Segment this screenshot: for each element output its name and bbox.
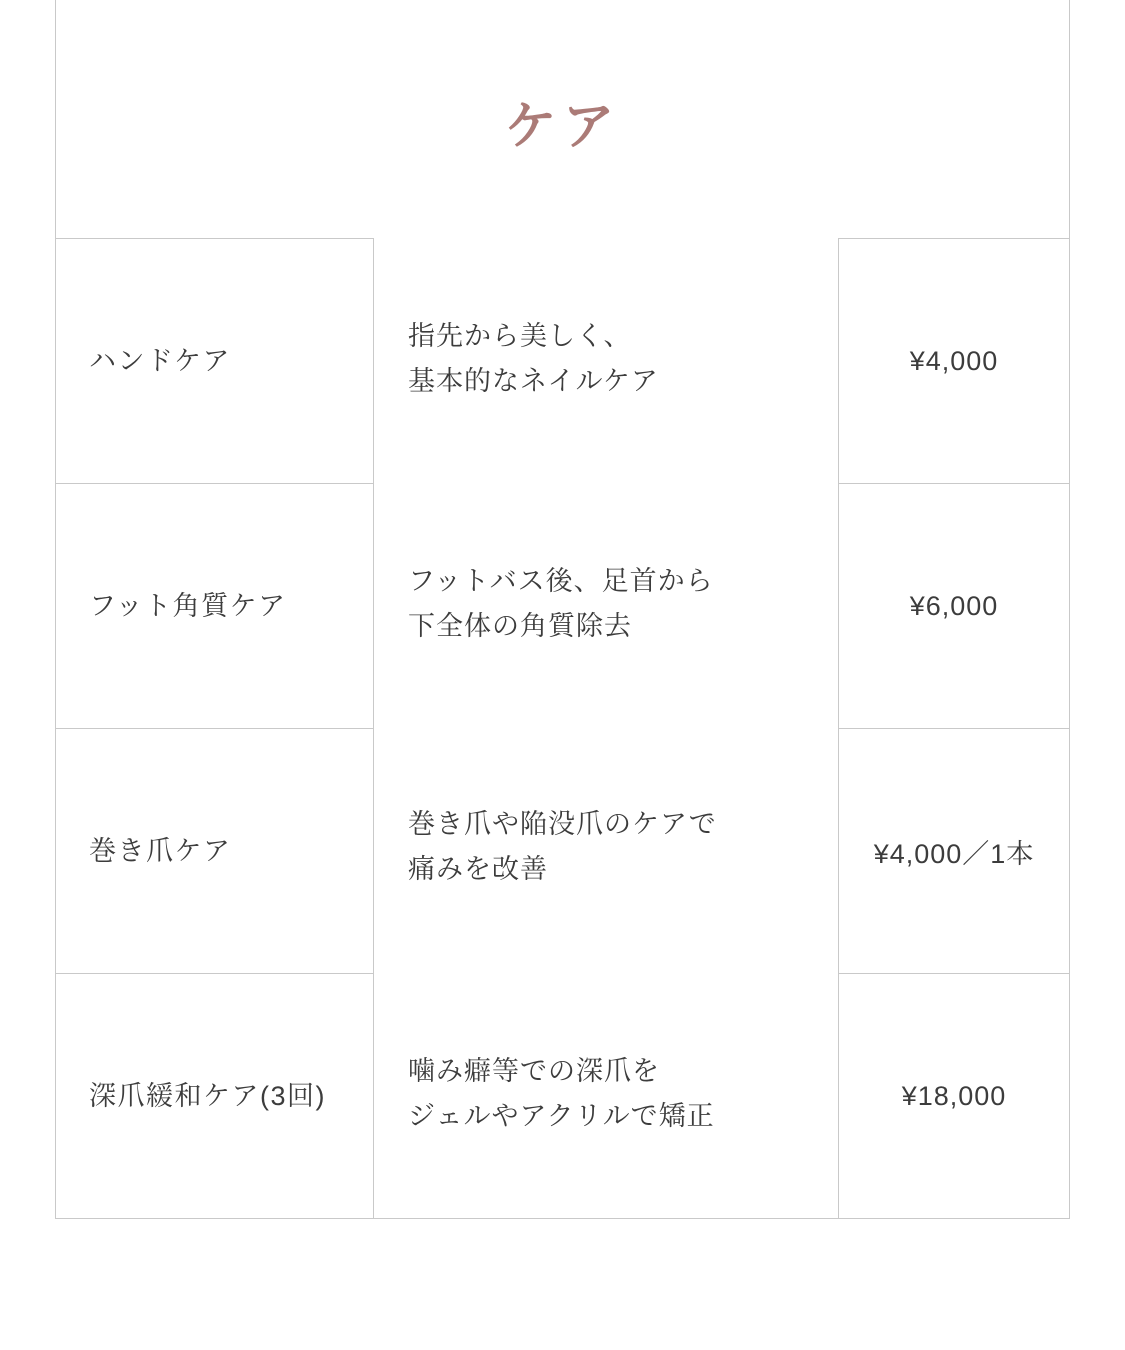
menu-item-price: ¥18,000 <box>839 974 1070 1219</box>
description-line-2: 基本的なネイルケア <box>408 366 659 396</box>
description-line-1: 噛み癖等での深爪を <box>408 1056 660 1087</box>
menu-item-description <box>374 237 839 482</box>
menu-item-price: ¥4,000 <box>839 239 1070 484</box>
description-line-2: ジェルやアクリルで矯正 <box>408 1101 715 1131</box>
description-line-1: フットバス後、足首から <box>408 566 714 597</box>
menu-item-description <box>374 725 839 970</box>
table-row <box>56 239 1070 484</box>
description-line-2: 痛みを改善 <box>408 854 548 884</box>
table-title-row <box>56 0 1070 239</box>
menu-title-cell <box>56 0 1070 239</box>
page-title: ケア <box>504 99 621 156</box>
menu-item-name: 巻き爪ケア <box>56 729 374 974</box>
menu-item-price: ¥4,000／1本 <box>839 729 1070 974</box>
menu-item-name: フット角質ケア <box>56 484 374 729</box>
menu-item-price: ¥6,000 <box>839 484 1070 729</box>
menu-item-description <box>374 972 839 1217</box>
menu-item-name: ハンドケア <box>56 239 374 484</box>
care-menu-table <box>55 0 1070 1219</box>
menu-item-description <box>374 482 839 727</box>
description-line-2: 下全体の角質除去 <box>408 611 632 641</box>
description-line-1: 指先から美しく、 <box>408 321 632 352</box>
table-row <box>56 974 1070 1219</box>
table-row <box>56 484 1070 729</box>
table-row <box>56 729 1070 974</box>
description-line-1: 巻き爪や陥没爪のケアで <box>408 809 717 840</box>
menu-item-name: 深爪緩和ケア(3回) <box>56 974 374 1219</box>
